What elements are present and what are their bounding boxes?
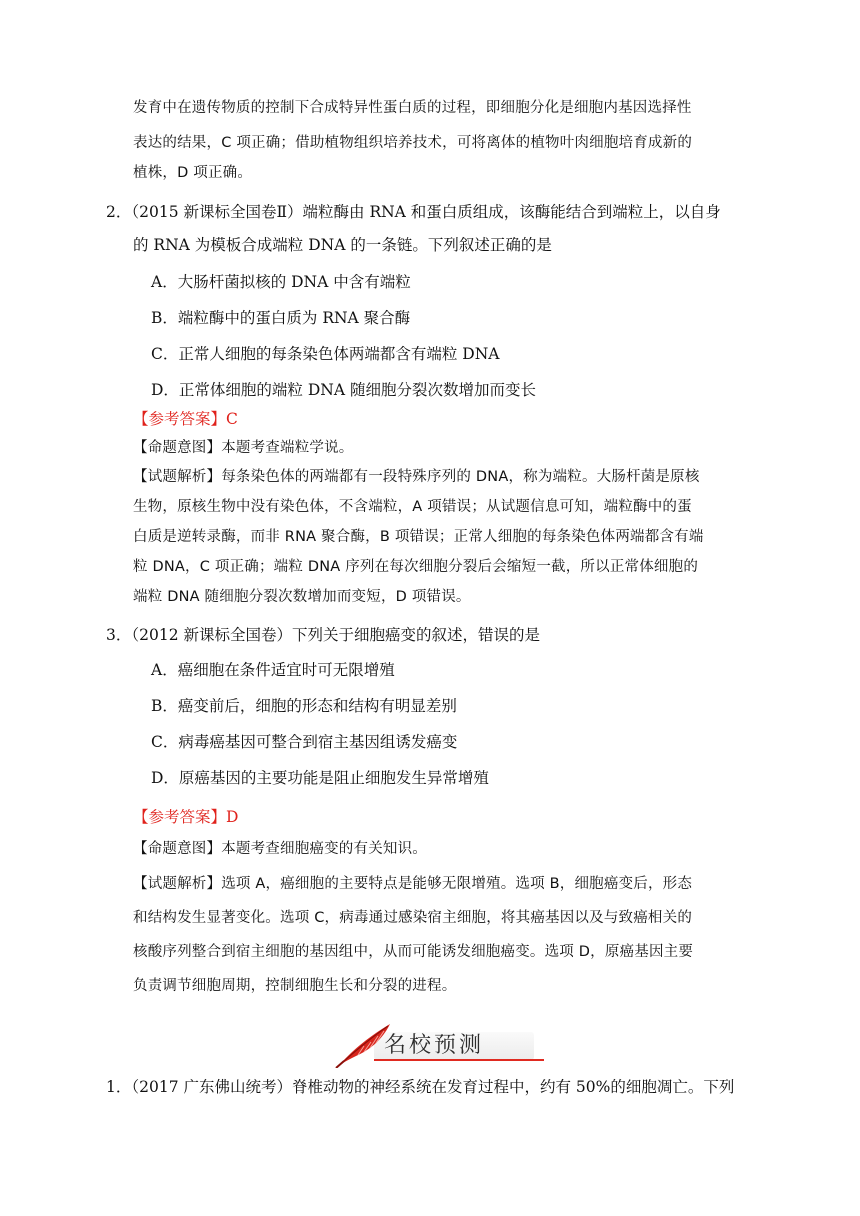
analysis-line: 核酸序列整合到宿主细胞的基因组中，从而可能诱发细胞癌变。选项 D，原癌基因主要 [133,944,694,960]
analysis-line: 生物，原核生物中没有染色体，不含端粒，A 项错误；从试题信息可知，端粒酶中的蛋 [133,499,692,515]
question-stem: 的 RNA 为模板合成端粒 DNA 的一条链。下列叙述正确的是 [133,236,552,254]
analysis-line: 和结构发生显著变化。选项 C，病毒通过感染宿主细胞，将其癌基因以及与致癌相关的 [133,910,693,926]
analysis-line: 【试题解析】选项 A，癌细胞的主要特点是能够无限增殖。选项 B，细胞癌变后，形态 [133,876,693,892]
option-a: A．癌细胞在条件适宜时可无限增殖 [151,661,395,679]
option-d: D．正常体细胞的端粒 DNA 随细胞分裂次数增加而变长 [151,381,536,399]
option-b: B．癌变前后，细胞的形态和结构有明显差别 [151,697,457,715]
analysis-line: 负责调节细胞周期，控制细胞生长和分裂的进程。 [133,978,457,994]
explanation-line: 植株，D 项正确。 [133,165,253,181]
question-stem: 2．（2015 新课标全国卷Ⅱ）端粒酶由 RNA 和蛋白质组成，该酶能结合到端粒上，以自身 [106,203,721,221]
section-banner [334,1028,540,1062]
question-stem: 1．（2017 广东佛山统考）脊椎动物的神经系统在发育过程中，约有 50%的细胞凋亡。下列 [106,1078,735,1096]
option-b: B．端粒酶中的蛋白质为 RNA 聚合酶 [151,309,411,327]
analysis-line: 【试题解析】每条染色体的两端都有一段特殊序列的 DNA，称为端粒。大肠杆菌是原核 [133,469,700,485]
reference-answer: 【参考答案】C [133,410,238,428]
banner-title: 名校预测 [384,1033,485,1058]
reference-answer: 【参考答案】D [133,808,239,826]
option-d: D．原癌基因的主要功能是阻止细胞发生异常增殖 [151,769,489,787]
question-stem: 3．（2012 新课标全国卷）下列关于细胞癌变的叙述，错误的是 [106,626,540,644]
option-a: A．大肠杆菌拟核的 DNA 中含有端粒 [151,273,411,291]
explanation-line: 发育中在遗传物质的控制下合成特异性蛋白质的过程，即细胞分化是细胞内基因选择性 [133,100,692,116]
option-c: C．正常人细胞的每条染色体两端都含有端粒 DNA [151,345,500,363]
analysis-line: 白质是逆转录酶，而非 RNA 聚合酶，B 项错误；正常人细胞的每条染色体两端都含有端 [133,529,704,545]
analysis-line: 粒 DNA，C 项正确；端粒 DNA 序列在每次细胞分裂后会缩短一截，所以正常体细胞的 [133,559,699,575]
question-intent: 【命题意图】本题考查细胞癌变的有关知识。 [133,841,427,857]
explanation-line: 表达的结果，C 项正确；借助植物组织培养技术，可将离体的植物叶肉细胞培育成新的 [133,135,693,151]
question-intent: 【命题意图】本题考查端粒学说。 [133,440,354,456]
option-c: C．病毒癌基因可整合到宿主基因组诱发癌变 [151,733,458,751]
analysis-line: 端粒 DNA 随细胞分裂次数增加而变短，D 项错误。 [133,589,471,605]
